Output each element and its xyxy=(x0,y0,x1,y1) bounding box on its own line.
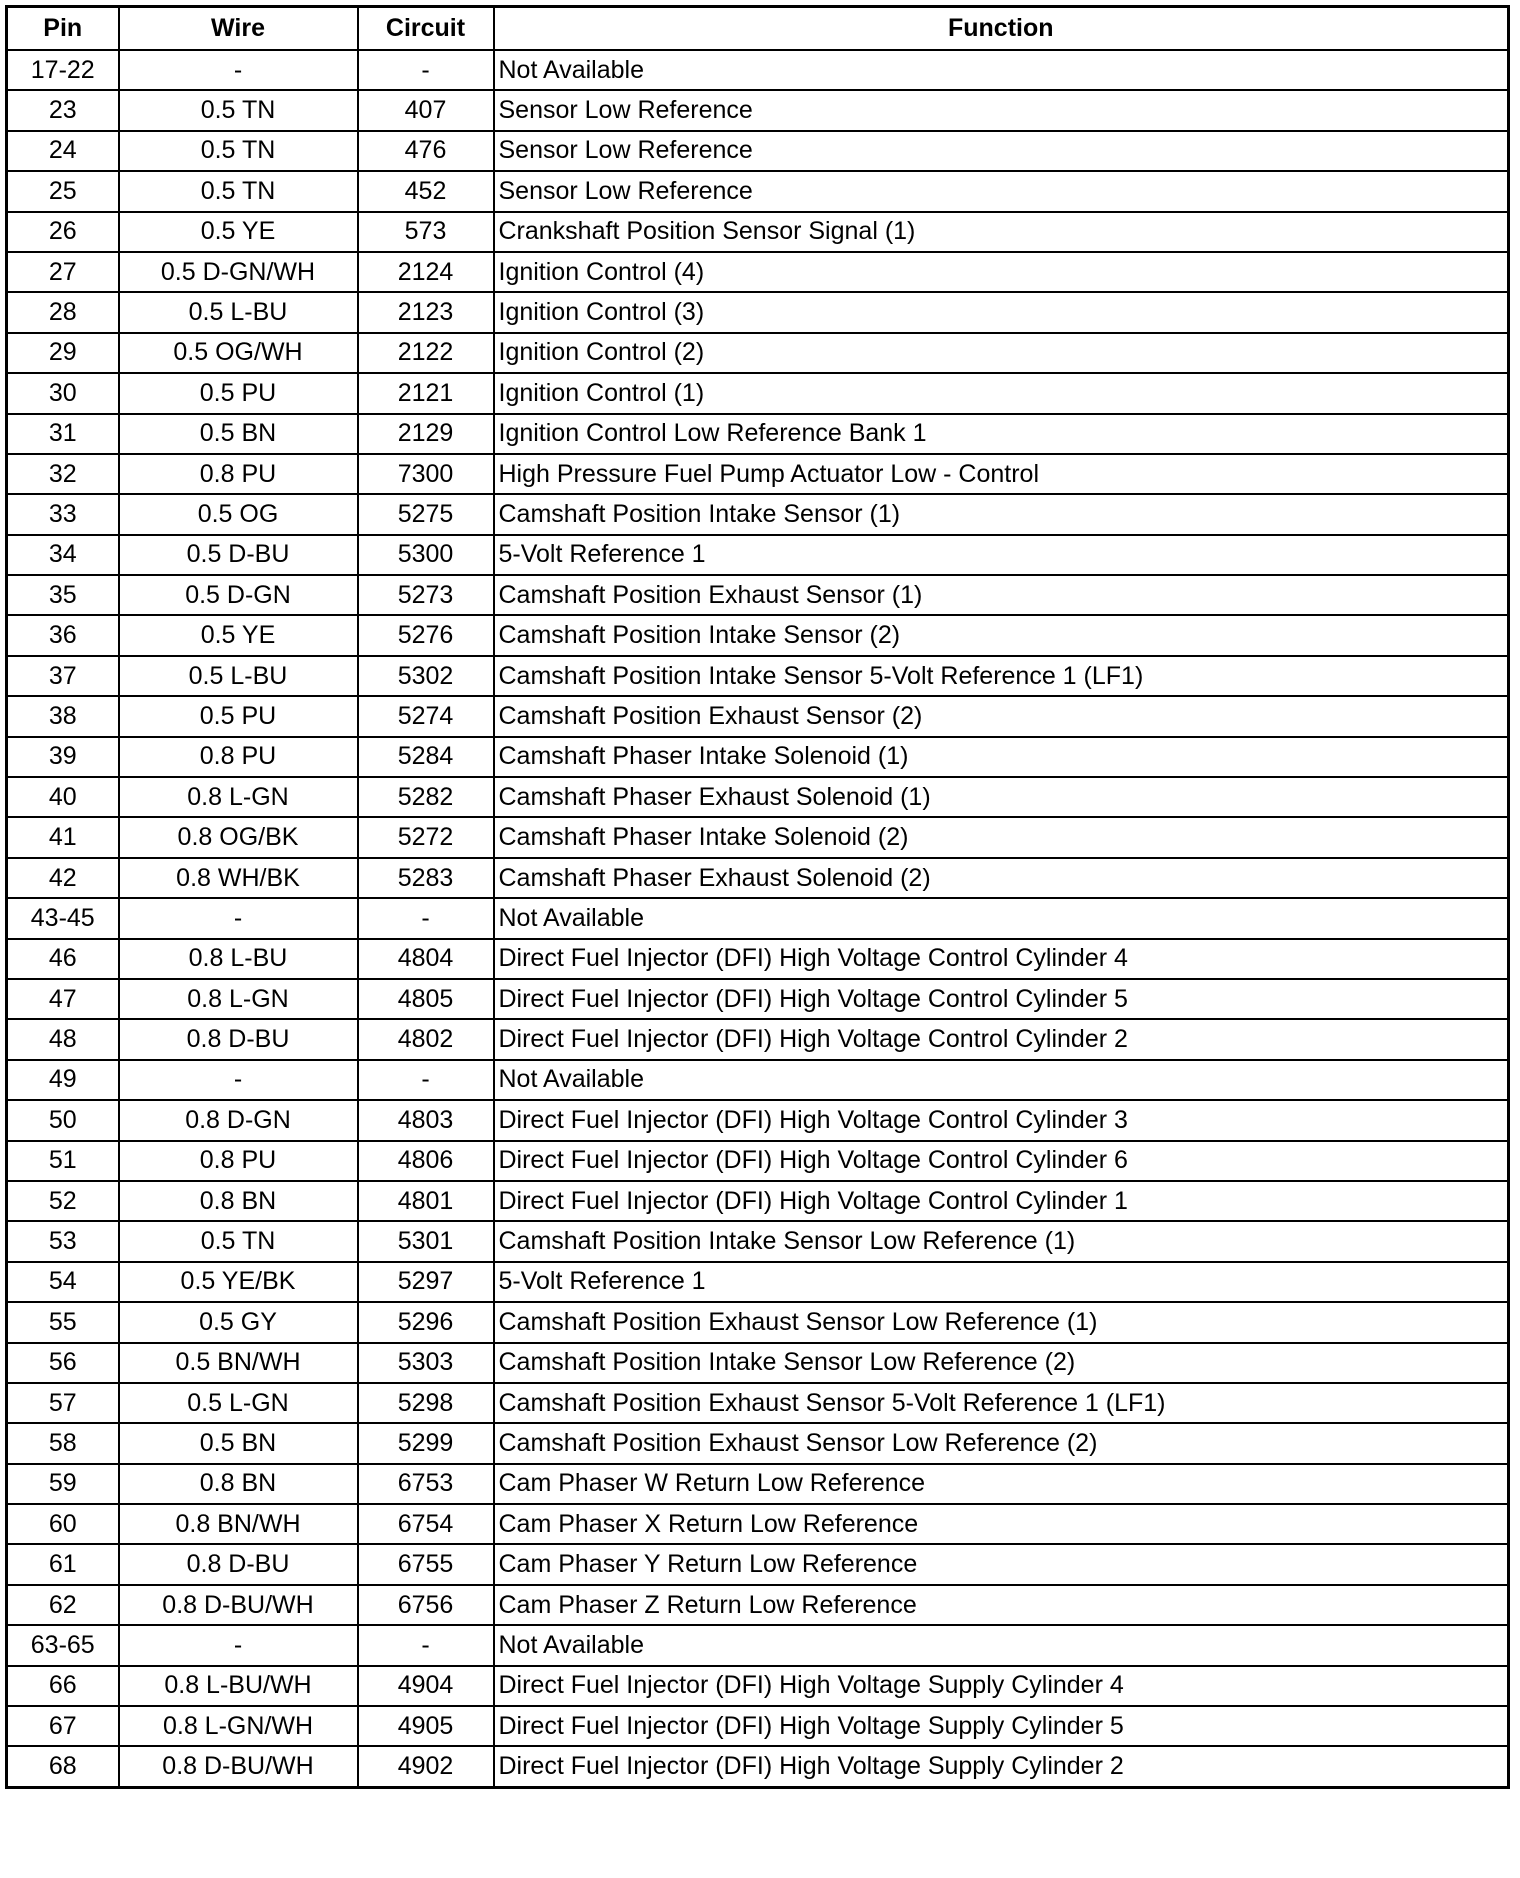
cell-wire: 0.5 BN/WH xyxy=(119,1343,358,1383)
cell-pin: 66 xyxy=(7,1666,119,1706)
cell-pin: 31 xyxy=(7,414,119,454)
cell-pin: 57 xyxy=(7,1383,119,1423)
header-row xyxy=(7,7,1509,51)
cell-circuit: - xyxy=(358,1060,494,1100)
cell-pin: 36 xyxy=(7,615,119,655)
cell-circuit: 5303 xyxy=(358,1343,494,1383)
cell-function: Direct Fuel Injector (DFI) High Voltage Control Cylinder 6 xyxy=(494,1141,1509,1181)
table-row xyxy=(7,1706,1509,1746)
cell-pin: 42 xyxy=(7,858,119,898)
cell-function: Camshaft Phaser Exhaust Solenoid (1) xyxy=(494,777,1509,817)
table-row xyxy=(7,1666,1509,1706)
table-row xyxy=(7,333,1509,373)
cell-function: Camshaft Phaser Intake Solenoid (2) xyxy=(494,817,1509,857)
cell-wire: 0.8 L-GN xyxy=(119,777,358,817)
cell-pin: 40 xyxy=(7,777,119,817)
cell-pin: 47 xyxy=(7,979,119,1019)
cell-wire: 0.8 L-BU xyxy=(119,939,358,979)
cell-function: Sensor Low Reference xyxy=(494,171,1509,211)
cell-pin: 54 xyxy=(7,1262,119,1302)
table-row xyxy=(7,656,1509,696)
cell-function: Direct Fuel Injector (DFI) High Voltage Control Cylinder 3 xyxy=(494,1100,1509,1140)
cell-circuit: 5300 xyxy=(358,535,494,575)
table-row xyxy=(7,979,1509,1019)
cell-wire: 0.8 OG/BK xyxy=(119,817,358,857)
cell-circuit: 476 xyxy=(358,131,494,171)
cell-function: Camshaft Position Exhaust Sensor Low Reference (1) xyxy=(494,1302,1509,1342)
cell-function: Camshaft Position Exhaust Sensor (1) xyxy=(494,575,1509,615)
cell-circuit: 5296 xyxy=(358,1302,494,1342)
cell-wire: 0.5 OG/WH xyxy=(119,333,358,373)
cell-function: 5-Volt Reference 1 xyxy=(494,1262,1509,1302)
cell-function: Crankshaft Position Sensor Signal (1) xyxy=(494,212,1509,252)
table-body xyxy=(7,50,1509,1787)
cell-circuit: 6753 xyxy=(358,1464,494,1504)
cell-pin: 37 xyxy=(7,656,119,696)
cell-pin: 53 xyxy=(7,1221,119,1261)
cell-pin: 55 xyxy=(7,1302,119,1342)
cell-function: 5-Volt Reference 1 xyxy=(494,535,1509,575)
cell-pin: 41 xyxy=(7,817,119,857)
cell-pin: 35 xyxy=(7,575,119,615)
cell-wire: 0.8 BN xyxy=(119,1464,358,1504)
table-row xyxy=(7,1464,1509,1504)
table-row xyxy=(7,1221,1509,1261)
cell-wire: 0.5 L-BU xyxy=(119,656,358,696)
table-row xyxy=(7,777,1509,817)
cell-function: Sensor Low Reference xyxy=(494,90,1509,130)
cell-pin: 61 xyxy=(7,1544,119,1584)
cell-circuit: - xyxy=(358,50,494,90)
cell-function: Camshaft Phaser Exhaust Solenoid (2) xyxy=(494,858,1509,898)
cell-circuit: 5273 xyxy=(358,575,494,615)
cell-wire: 0.5 L-GN xyxy=(119,1383,358,1423)
cell-wire: 0.8 BN/WH xyxy=(119,1504,358,1544)
cell-function: Cam Phaser Z Return Low Reference xyxy=(494,1585,1509,1625)
cell-wire: 0.8 L-BU/WH xyxy=(119,1666,358,1706)
cell-wire: 0.8 WH/BK xyxy=(119,858,358,898)
cell-wire: 0.5 YE xyxy=(119,615,358,655)
table-row xyxy=(7,817,1509,857)
cell-circuit: - xyxy=(358,1625,494,1665)
cell-circuit: 5301 xyxy=(358,1221,494,1261)
cell-function: Direct Fuel Injector (DFI) High Voltage Supply Cylinder 2 xyxy=(494,1746,1509,1787)
cell-circuit: 7300 xyxy=(358,454,494,494)
cell-function: Direct Fuel Injector (DFI) High Voltage Control Cylinder 1 xyxy=(494,1181,1509,1221)
cell-pin: 30 xyxy=(7,373,119,413)
cell-pin: 24 xyxy=(7,131,119,171)
cell-pin: 67 xyxy=(7,1706,119,1746)
table-header xyxy=(7,7,1509,51)
cell-pin: 62 xyxy=(7,1585,119,1625)
table-row xyxy=(7,1504,1509,1544)
cell-function: Cam Phaser W Return Low Reference xyxy=(494,1464,1509,1504)
cell-wire: 0.5 TN xyxy=(119,171,358,211)
cell-wire: 0.5 BN xyxy=(119,1423,358,1463)
cell-circuit: 6755 xyxy=(358,1544,494,1584)
table-row xyxy=(7,373,1509,413)
cell-circuit: 2123 xyxy=(358,292,494,332)
cell-wire: 0.8 D-BU xyxy=(119,1019,358,1059)
table-row xyxy=(7,1625,1509,1665)
cell-wire: 0.8 BN xyxy=(119,1181,358,1221)
cell-circuit: 5272 xyxy=(358,817,494,857)
table-row xyxy=(7,615,1509,655)
cell-pin: 25 xyxy=(7,171,119,211)
cell-function: Camshaft Position Intake Sensor 5-Volt Reference 1 (LF1) xyxy=(494,656,1509,696)
cell-pin: 33 xyxy=(7,494,119,534)
cell-wire: - xyxy=(119,1060,358,1100)
cell-wire: 0.8 L-GN xyxy=(119,979,358,1019)
cell-function: Camshaft Position Intake Sensor Low Reference (2) xyxy=(494,1343,1509,1383)
cell-circuit: 5275 xyxy=(358,494,494,534)
cell-circuit: 2129 xyxy=(358,414,494,454)
cell-wire: 0.5 D-GN/WH xyxy=(119,252,358,292)
cell-pin: 58 xyxy=(7,1423,119,1463)
cell-wire: 0.8 PU xyxy=(119,1141,358,1181)
table-row xyxy=(7,1383,1509,1423)
cell-function: Direct Fuel Injector (DFI) High Voltage Control Cylinder 4 xyxy=(494,939,1509,979)
table-row xyxy=(7,1019,1509,1059)
cell-wire: 0.5 TN xyxy=(119,1221,358,1261)
table-row xyxy=(7,575,1509,615)
cell-circuit: 4804 xyxy=(358,939,494,979)
cell-wire: 0.5 BN xyxy=(119,414,358,454)
cell-circuit: 5283 xyxy=(358,858,494,898)
cell-function: Camshaft Position Intake Sensor (2) xyxy=(494,615,1509,655)
header-pin: Pin xyxy=(7,7,119,51)
table-row xyxy=(7,1423,1509,1463)
cell-function: Camshaft Position Intake Sensor Low Reference (1) xyxy=(494,1221,1509,1261)
cell-function: Ignition Control Low Reference Bank 1 xyxy=(494,414,1509,454)
cell-pin: 52 xyxy=(7,1181,119,1221)
cell-circuit: 4904 xyxy=(358,1666,494,1706)
table-row xyxy=(7,1343,1509,1383)
table-row xyxy=(7,696,1509,736)
cell-wire: 0.8 D-GN xyxy=(119,1100,358,1140)
cell-circuit: 2121 xyxy=(358,373,494,413)
cell-circuit: 6754 xyxy=(358,1504,494,1544)
table-row xyxy=(7,1262,1509,1302)
cell-pin: 46 xyxy=(7,939,119,979)
table-row xyxy=(7,535,1509,575)
table-row xyxy=(7,1100,1509,1140)
cell-circuit: 5282 xyxy=(358,777,494,817)
cell-wire: 0.5 D-GN xyxy=(119,575,358,615)
table-row xyxy=(7,131,1509,171)
cell-wire: 0.5 OG xyxy=(119,494,358,534)
cell-function: Ignition Control (4) xyxy=(494,252,1509,292)
cell-circuit: 407 xyxy=(358,90,494,130)
table-row xyxy=(7,292,1509,332)
cell-wire: 0.5 YE/BK xyxy=(119,1262,358,1302)
cell-circuit: - xyxy=(358,898,494,938)
cell-circuit: 5298 xyxy=(358,1383,494,1423)
cell-wire: 0.8 L-GN/WH xyxy=(119,1706,358,1746)
table-row xyxy=(7,50,1509,90)
cell-wire: 0.5 GY xyxy=(119,1302,358,1342)
cell-pin: 56 xyxy=(7,1343,119,1383)
cell-wire: 0.8 PU xyxy=(119,737,358,777)
table-row xyxy=(7,1060,1509,1100)
cell-pin: 32 xyxy=(7,454,119,494)
table-row xyxy=(7,90,1509,130)
cell-function: Camshaft Position Exhaust Sensor Low Reference (2) xyxy=(494,1423,1509,1463)
cell-circuit: 2124 xyxy=(358,252,494,292)
cell-pin: 17-22 xyxy=(7,50,119,90)
cell-pin: 50 xyxy=(7,1100,119,1140)
cell-pin: 48 xyxy=(7,1019,119,1059)
table-row xyxy=(7,1746,1509,1787)
cell-pin: 43-45 xyxy=(7,898,119,938)
cell-circuit: 4905 xyxy=(358,1706,494,1746)
pinout-table xyxy=(5,5,1510,1789)
cell-circuit: 5284 xyxy=(358,737,494,777)
cell-wire: - xyxy=(119,1625,358,1665)
cell-function: Ignition Control (2) xyxy=(494,333,1509,373)
cell-circuit: 5274 xyxy=(358,696,494,736)
cell-wire: 0.5 YE xyxy=(119,212,358,252)
cell-function: Camshaft Position Exhaust Sensor (2) xyxy=(494,696,1509,736)
cell-pin: 34 xyxy=(7,535,119,575)
cell-function: Direct Fuel Injector (DFI) High Voltage Supply Cylinder 5 xyxy=(494,1706,1509,1746)
table-row xyxy=(7,494,1509,534)
cell-circuit: 4801 xyxy=(358,1181,494,1221)
cell-wire: 0.8 D-BU/WH xyxy=(119,1746,358,1787)
header-circuit: Circuit xyxy=(358,7,494,51)
cell-function: Ignition Control (1) xyxy=(494,373,1509,413)
table-row xyxy=(7,454,1509,494)
cell-pin: 29 xyxy=(7,333,119,373)
table-row xyxy=(7,1141,1509,1181)
cell-circuit: 452 xyxy=(358,171,494,211)
cell-wire: 0.5 TN xyxy=(119,131,358,171)
cell-wire: 0.5 PU xyxy=(119,696,358,736)
header-function: Function xyxy=(494,7,1509,51)
cell-circuit: 4803 xyxy=(358,1100,494,1140)
cell-function: Cam Phaser Y Return Low Reference xyxy=(494,1544,1509,1584)
table-row xyxy=(7,414,1509,454)
cell-function: Direct Fuel Injector (DFI) High Voltage Control Cylinder 2 xyxy=(494,1019,1509,1059)
cell-pin: 51 xyxy=(7,1141,119,1181)
cell-function: Camshaft Phaser Intake Solenoid (1) xyxy=(494,737,1509,777)
cell-circuit: 4802 xyxy=(358,1019,494,1059)
cell-wire: 0.8 D-BU/WH xyxy=(119,1585,358,1625)
cell-wire: 0.5 L-BU xyxy=(119,292,358,332)
cell-circuit: 4806 xyxy=(358,1141,494,1181)
cell-pin: 63-65 xyxy=(7,1625,119,1665)
cell-wire: 0.5 TN xyxy=(119,90,358,130)
cell-pin: 38 xyxy=(7,696,119,736)
header-wire: Wire xyxy=(119,7,358,51)
cell-function: Direct Fuel Injector (DFI) High Voltage Supply Cylinder 4 xyxy=(494,1666,1509,1706)
cell-pin: 49 xyxy=(7,1060,119,1100)
cell-wire: 0.5 PU xyxy=(119,373,358,413)
cell-circuit: 5276 xyxy=(358,615,494,655)
cell-pin: 27 xyxy=(7,252,119,292)
cell-function: Not Available xyxy=(494,1625,1509,1665)
cell-wire: - xyxy=(119,50,358,90)
table-row xyxy=(7,171,1509,211)
table-row xyxy=(7,858,1509,898)
cell-wire: 0.8 PU xyxy=(119,454,358,494)
cell-function: Sensor Low Reference xyxy=(494,131,1509,171)
cell-function: Camshaft Position Intake Sensor (1) xyxy=(494,494,1509,534)
cell-function: Ignition Control (3) xyxy=(494,292,1509,332)
table-row xyxy=(7,1181,1509,1221)
table-row xyxy=(7,898,1509,938)
cell-pin: 60 xyxy=(7,1504,119,1544)
cell-wire: - xyxy=(119,898,358,938)
table-row xyxy=(7,1544,1509,1584)
table-row xyxy=(7,1585,1509,1625)
cell-function: Not Available xyxy=(494,898,1509,938)
cell-function: Direct Fuel Injector (DFI) High Voltage Control Cylinder 5 xyxy=(494,979,1509,1019)
cell-function: Not Available xyxy=(494,50,1509,90)
cell-circuit: 6756 xyxy=(358,1585,494,1625)
table-row xyxy=(7,737,1509,777)
table-row xyxy=(7,939,1509,979)
table-row xyxy=(7,1302,1509,1342)
cell-circuit: 5299 xyxy=(358,1423,494,1463)
cell-function: High Pressure Fuel Pump Actuator Low - Control xyxy=(494,454,1509,494)
cell-circuit: 573 xyxy=(358,212,494,252)
cell-circuit: 4805 xyxy=(358,979,494,1019)
cell-pin: 28 xyxy=(7,292,119,332)
cell-circuit: 5302 xyxy=(358,656,494,696)
table-row xyxy=(7,212,1509,252)
cell-pin: 68 xyxy=(7,1746,119,1787)
cell-function: Camshaft Position Exhaust Sensor 5-Volt Reference 1 (LF1) xyxy=(494,1383,1509,1423)
cell-function: Not Available xyxy=(494,1060,1509,1100)
cell-circuit: 5297 xyxy=(358,1262,494,1302)
cell-pin: 39 xyxy=(7,737,119,777)
cell-circuit: 2122 xyxy=(358,333,494,373)
cell-wire: 0.8 D-BU xyxy=(119,1544,358,1584)
cell-pin: 26 xyxy=(7,212,119,252)
cell-pin: 59 xyxy=(7,1464,119,1504)
cell-wire: 0.5 D-BU xyxy=(119,535,358,575)
table-row xyxy=(7,252,1509,292)
cell-pin: 23 xyxy=(7,90,119,130)
cell-circuit: 4902 xyxy=(358,1746,494,1787)
cell-function: Cam Phaser X Return Low Reference xyxy=(494,1504,1509,1544)
